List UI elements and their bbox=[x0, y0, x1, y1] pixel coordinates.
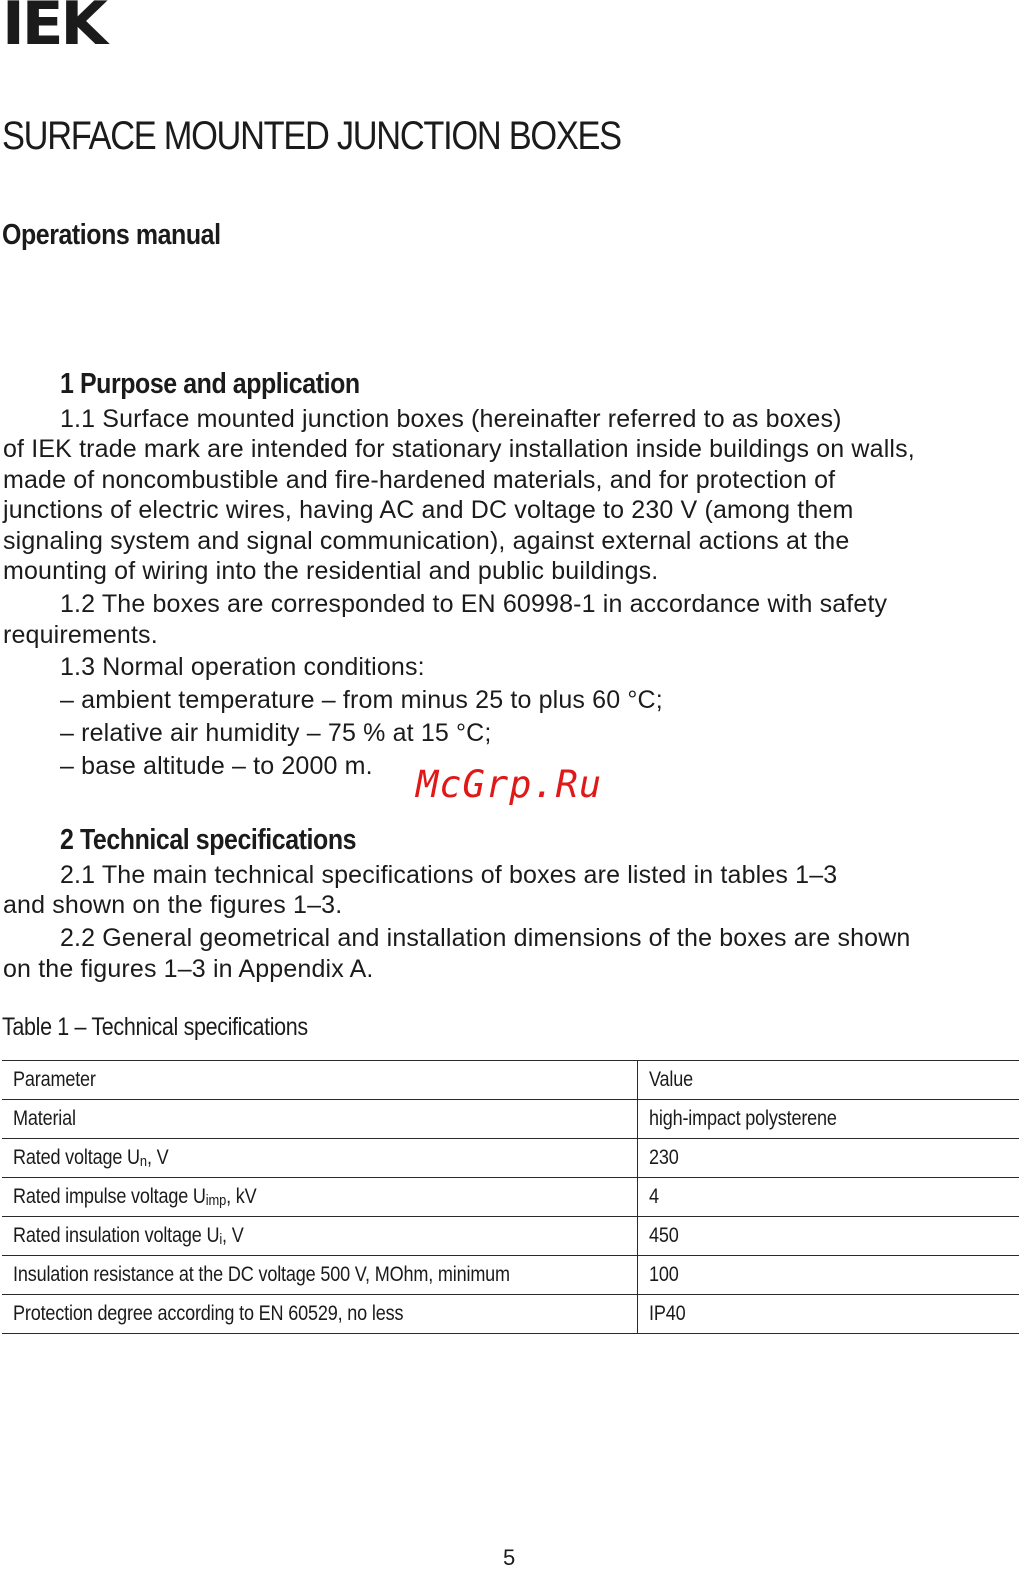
page-number: 5 bbox=[503, 1545, 516, 1570]
param-cell: Rated voltage $U_n$, V bbox=[2, 1139, 638, 1178]
section-1-heading: 1 Purpose and application bbox=[60, 368, 360, 400]
paragraph-line: of IEK trade mark are intended for stationary installation inside buildings on walls, bbox=[3, 435, 915, 463]
list-item: – base altitude – to 2000 m. bbox=[60, 752, 373, 780]
param-cell: Rated insulation voltage $U_i$, V bbox=[2, 1217, 638, 1256]
param-cell: Rated impulse voltage $U_{imp}$, kV bbox=[2, 1178, 638, 1217]
specifications-table bbox=[2, 1060, 1019, 1334]
paragraph-line: signaling system and signal communication), against external actions at the bbox=[3, 527, 850, 555]
table-header-row bbox=[2, 1061, 1019, 1100]
list-item: – relative air humidity – 75 % at 15 °С; bbox=[60, 719, 492, 747]
header-cell: Value bbox=[638, 1061, 1020, 1100]
paragraph-line: 1.1 Surface mounted junction boxes (hereinafter referred to as boxes) bbox=[60, 405, 842, 433]
list-item: – ambient temperature – from minus 25 to plus 60 °С; bbox=[60, 686, 663, 714]
value-cell: 4 bbox=[638, 1178, 1020, 1217]
param-cell: Material bbox=[2, 1100, 638, 1139]
watermark: McGrp.Ru bbox=[416, 763, 603, 806]
value-cell: 230 bbox=[638, 1139, 1020, 1178]
iek-logo bbox=[2, 0, 114, 59]
paragraph-line: on the figures 1–3 in Appendix A. bbox=[3, 955, 374, 983]
param-cell: Insulation resistance at the DC voltage 500 V, MOhm, minimum bbox=[2, 1256, 638, 1295]
paragraph-line: mounting of wiring into the residential and public buildings. bbox=[3, 557, 659, 585]
param-cell: Protection degree according to EN 60529, no less bbox=[2, 1295, 638, 1334]
table-row bbox=[2, 1256, 1019, 1295]
header-cell: Parameter bbox=[2, 1061, 638, 1100]
document-title: SURFACE MOUNTED JUNCTION BOXES bbox=[2, 114, 621, 158]
table-caption: Table 1 – Technical specifications bbox=[2, 1013, 308, 1041]
value-cell: IP40 bbox=[638, 1295, 1020, 1334]
paragraph-line: and shown on the figures 1–3. bbox=[3, 891, 343, 919]
table-row bbox=[2, 1100, 1019, 1139]
table-row bbox=[2, 1217, 1019, 1256]
section-2-heading: 2 Technical specifications bbox=[60, 824, 357, 856]
paragraph-line: 1.2 The boxes are corresponded to EN 60998-1 in accordance with safety bbox=[60, 590, 888, 618]
paragraph-line: 2.1 The main technical specifications of boxes are listed in tables 1–3 bbox=[60, 861, 838, 889]
table-row bbox=[2, 1139, 1019, 1178]
value-cell: 100 bbox=[638, 1256, 1020, 1295]
table-row bbox=[2, 1178, 1019, 1217]
paragraph-line: 2.2 General geometrical and installation dimensions of the boxes are shown bbox=[60, 924, 911, 952]
paragraph-line: requirements. bbox=[3, 621, 158, 649]
document-subtitle: Operations manual bbox=[2, 219, 221, 251]
paragraph-line: junctions of electric wires, having AC and DC voltage to 230 V (among them bbox=[3, 496, 854, 524]
paragraph-line: 1.3 Normal operation conditions: bbox=[60, 653, 425, 681]
logo-text: IEK bbox=[2, 0, 105, 59]
value-cell: 450 bbox=[638, 1217, 1020, 1256]
value-cell: high-impact polysterene bbox=[638, 1100, 1020, 1139]
paragraph-line: made of noncombustible and fire-hardened materials, and for protection of bbox=[3, 466, 836, 494]
table-row bbox=[2, 1295, 1019, 1334]
